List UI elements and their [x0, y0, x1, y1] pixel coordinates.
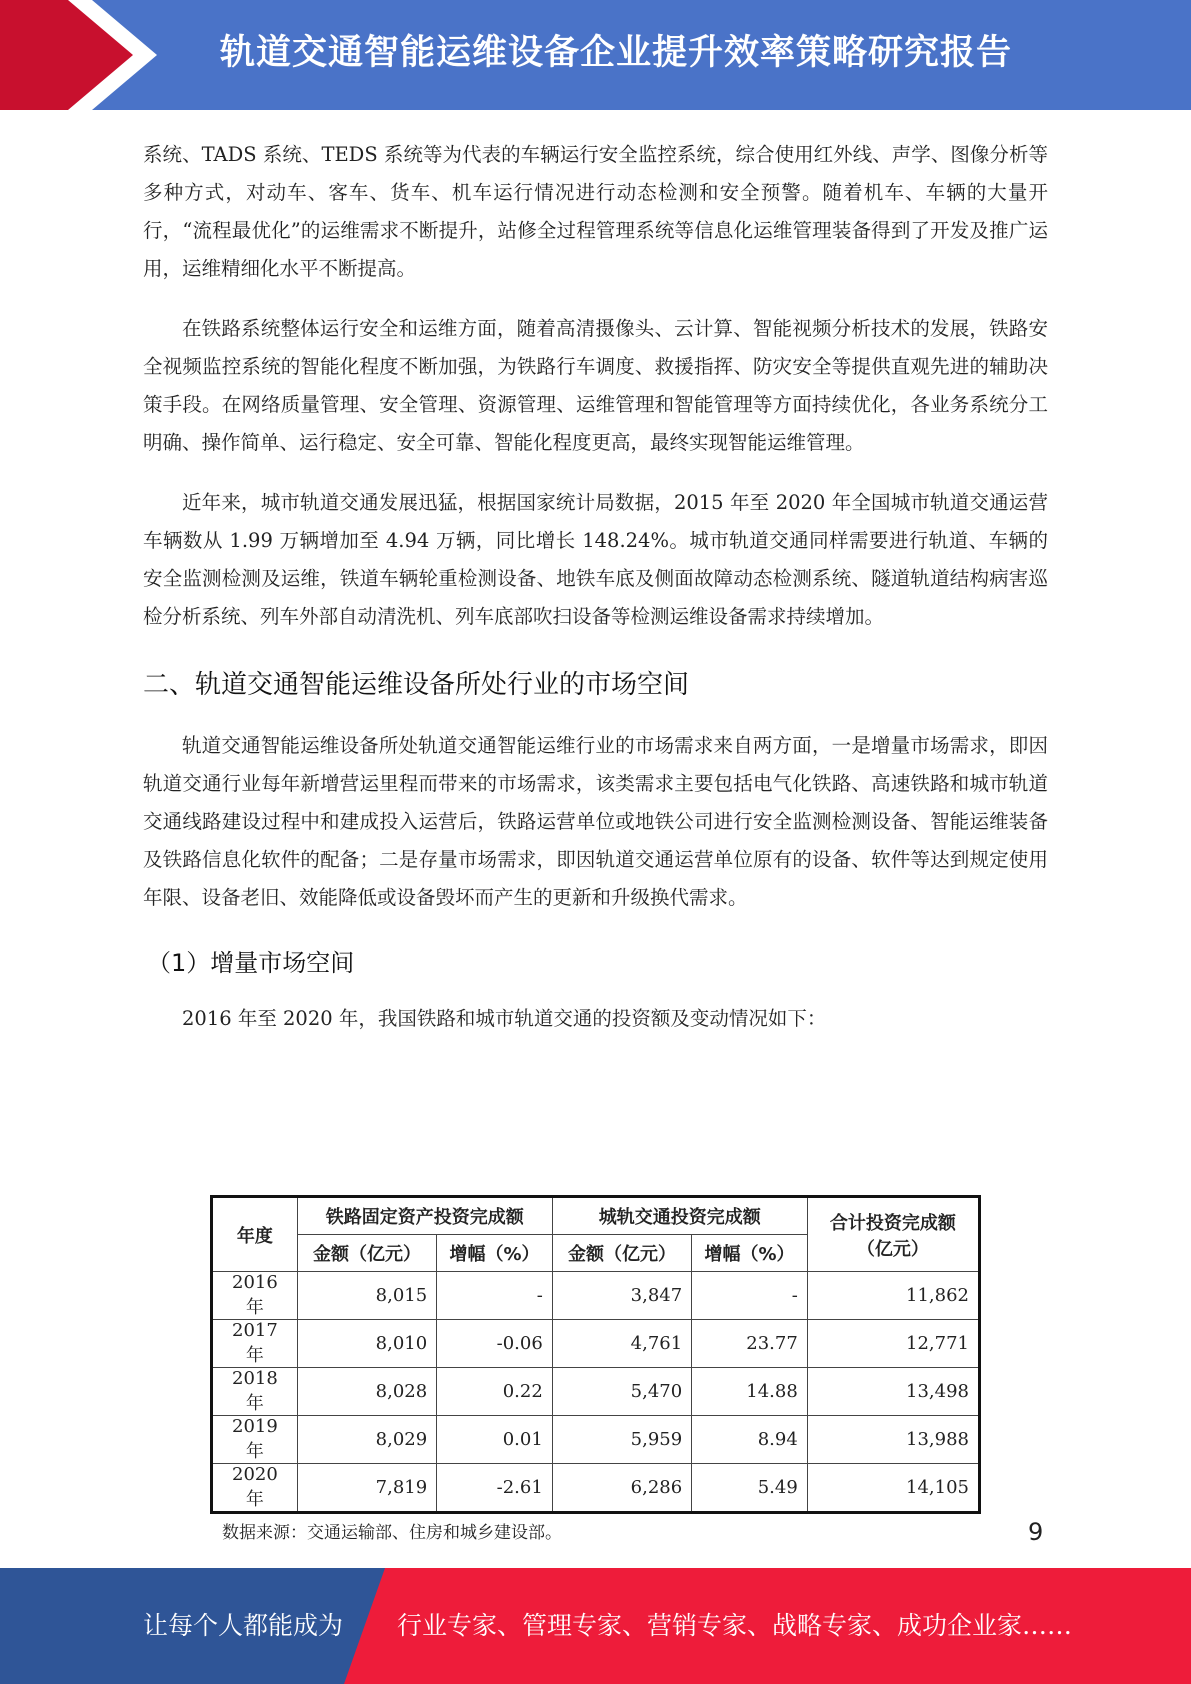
cell-rail-amount: 8,010	[297, 1320, 436, 1368]
cell-urban-amount: 4,761	[552, 1320, 691, 1368]
header-urban-amount: 金额（亿元）	[552, 1235, 691, 1272]
page-number: 9	[1028, 1518, 1044, 1546]
cell-rail-amount: 8,029	[297, 1416, 436, 1464]
report-title: 轨道交通智能运维设备企业提升效率策略研究报告	[220, 33, 1013, 73]
cell-urban-growth: 23.77	[692, 1320, 808, 1368]
paragraph-4: 轨道交通智能运维设备所处轨道交通智能运维行业的市场需求来自两方面，一是增量市场需求，即因轨道交通行业每年新增营运里程而带来的市场需求，该类需求主要包括电气化铁路、高速铁路和城市轨道交通线路建设过程中和建成投入运营后，铁路运营单位或地铁公司进行安全监测检测设备、智能运维装备及铁路信息化软件的配备；二是存量市场需求，即因轨道交通运营单位原有的设备、软件等达到规定使用年限、设备老旧、效能降低或设备毁坏而产生的更新和升级换代需求。	[143, 734, 1048, 909]
footer-slogan-left: 让每个人都能成为	[143, 1611, 344, 1640]
subsection-heading: （1）增量市场空间	[147, 949, 355, 977]
cell-total: 11,862	[807, 1272, 979, 1320]
paragraph-2: 在铁路系统整体运行安全和运维方面，随着高清摄像头、云计算、智能视频分析技术的发展，铁路安全视频监控系统的智能化程度不断加强，为铁路行车调度、救援指挥、防灾安全等提供直观先进的辅助决策手段。在网络质量管理、安全管理、资源管理、运维管理和智能管理等方面持续优化，各业务系统分工明确、操作简单、运行稳定、安全可靠、智能化程度更高，最终实现智能运维管理。	[143, 317, 1048, 454]
paragraph-3: 近年来，城市轨道交通发展迅猛，根据国家统计局数据，2015 年至 2020 年全国城市轨道交通运营车辆数从 1.99 万辆增加至 4.94 万辆，同比增长 148.24%。城市轨道交通同样需要进行轨道、车辆的安全监测检测及运维，铁道车辆轮重检测设备、地铁车底及侧面故障动态检测系统、隧道轨道结构病害巡检分析系统、列车外部自动清洗机、列车底部吹扫设备等检测运维设备需求持续增加。	[143, 491, 1048, 628]
cell-urban-amount: 5,959	[552, 1416, 691, 1464]
cell-urban-growth: 5.49	[692, 1464, 808, 1513]
cell-year: 2018 年	[212, 1368, 298, 1416]
table-row	[212, 1368, 980, 1416]
header-rail-group: 铁路固定资产投资完成额	[297, 1197, 552, 1235]
cell-rail-growth: -0.06	[437, 1320, 553, 1368]
cell-year: 2020 年	[212, 1464, 298, 1513]
cell-urban-amount: 5,470	[552, 1368, 691, 1416]
cell-rail-amount: 7,819	[297, 1464, 436, 1513]
table-row	[212, 1320, 980, 1368]
table-source-note: 数据来源：交通运输部、住房和城乡建设部。	[222, 1523, 562, 1543]
cell-rail-amount: 8,015	[297, 1272, 436, 1320]
cell-rail-growth: -	[437, 1272, 553, 1320]
cell-total: 13,498	[807, 1368, 979, 1416]
footer-slogan-right: 行业专家、管理专家、营销专家、战略专家、成功企业家……	[397, 1611, 1073, 1640]
table-row	[212, 1464, 980, 1513]
cell-urban-growth: 14.88	[692, 1368, 808, 1416]
cell-urban-growth: 8.94	[692, 1416, 808, 1464]
header-red-chevron	[0, 0, 150, 110]
section-heading: 二、轨道交通智能运维设备所处行业的市场空间	[143, 670, 690, 700]
main-content	[143, 136, 1048, 1038]
cell-rail-growth: -2.61	[437, 1464, 553, 1513]
cell-rail-growth: 0.22	[437, 1368, 553, 1416]
table-row	[212, 1416, 980, 1464]
cell-total: 14,105	[807, 1464, 979, 1513]
cell-urban-amount: 6,286	[552, 1464, 691, 1513]
cell-year: 2019 年	[212, 1416, 298, 1464]
paragraph-5: 2016 年至 2020 年，我国铁路和城市轨道交通的投资额及变动情况如下：	[182, 1007, 827, 1030]
cell-total: 13,988	[807, 1416, 979, 1464]
paragraph-1: 系统、TADS 系统、TEDS 系统等为代表的车辆运行安全监控系统，综合使用红外线、声学、图像分析等多种方式，对动车、客车、货车、机车运行情况进行动态检测和安全预警。随着机车、车辆的大量开行，“流程最优化”的运维需求不断提升，站修全过程管理系统等信息化运维管理装备得到了开发及推广运用，运维精细化水平不断提高。	[143, 143, 1048, 280]
header-urban-growth: 增幅（%）	[692, 1235, 808, 1272]
page-footer	[0, 1568, 1191, 1684]
cell-year: 2017 年	[212, 1320, 298, 1368]
page-header	[0, 0, 1191, 110]
cell-urban-growth: -	[692, 1272, 808, 1320]
table-row	[212, 1272, 980, 1320]
header-urban-group: 城轨交通投资完成额	[552, 1197, 807, 1235]
cell-rail-amount: 8,028	[297, 1368, 436, 1416]
header-rail-growth: 增幅（%）	[437, 1235, 553, 1272]
header-year: 年度	[212, 1197, 298, 1272]
cell-year: 2016 年	[212, 1272, 298, 1320]
header-rail-amount: 金额（亿元）	[297, 1235, 436, 1272]
cell-total: 12,771	[807, 1320, 979, 1368]
investment-table	[210, 1195, 981, 1514]
header-total: 合计投资完成额（亿元）	[807, 1197, 979, 1272]
cell-urban-amount: 3,847	[552, 1272, 691, 1320]
investment-table-container	[210, 1195, 981, 1543]
cell-rail-growth: 0.01	[437, 1416, 553, 1464]
